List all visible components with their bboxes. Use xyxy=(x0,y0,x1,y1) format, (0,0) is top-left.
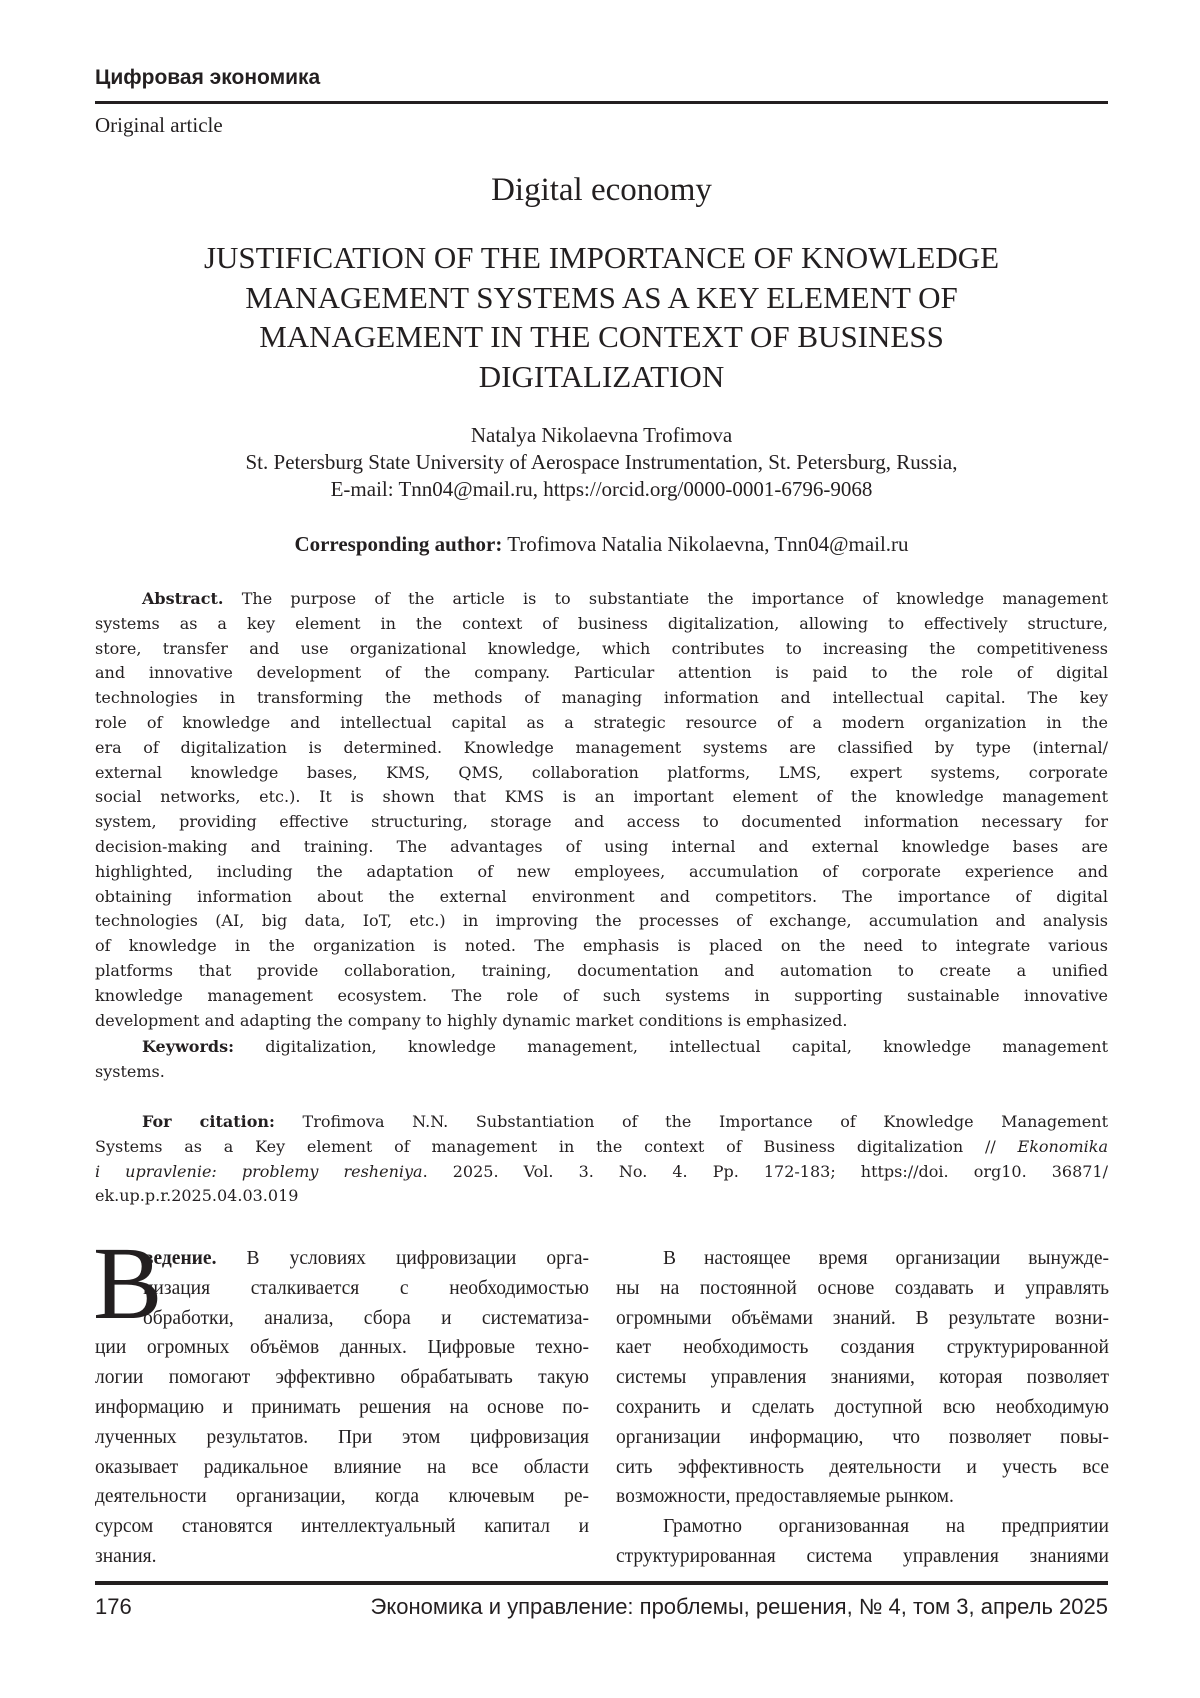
title-line: MANAGEMENT SYSTEMS AS A KEY ELEMENT OF xyxy=(95,278,1108,318)
abstract-line: system, providing effective structuring, storage and access to documented information necessary for xyxy=(95,810,1108,835)
body-line: возможности, предоставляемые рынком. xyxy=(616,1482,1109,1512)
citation xyxy=(95,1110,1108,1209)
abstract-line: of knowledge in the organization is noted. The emphasis is placed on the need to integrate various xyxy=(95,934,1108,959)
corresponding-author xyxy=(95,532,1108,557)
citation-label: For citation: xyxy=(142,1112,275,1131)
body-column-right xyxy=(616,1244,1109,1572)
abstract-line: highlighted, including the adaptation of new employees, accumulation of corporate experience and xyxy=(95,860,1108,885)
keywords-line: systems. xyxy=(95,1060,1108,1085)
citation-text: Systems as a Key element of management in the context of Business digitalization // xyxy=(95,1137,1018,1156)
body-line: логии помогают эффективно обрабатывать такую xyxy=(95,1363,589,1393)
citation-line xyxy=(95,1110,1108,1135)
citation-line xyxy=(95,1160,1108,1185)
body-line: лученных результатов. При этом цифровизация xyxy=(95,1423,589,1453)
body-line xyxy=(95,1244,589,1274)
abstract-line: decision-making and training. The advantages of using internal and external knowledge bases are xyxy=(95,835,1108,860)
footer-rule xyxy=(95,1581,1108,1585)
abstract-line: era of digitalization is determined. Knowledge management systems are classified by type (internal/ xyxy=(95,736,1108,761)
abstract-line: store, transfer and use organizational knowledge, which contributes to increasing the competitiveness xyxy=(95,637,1108,662)
author-affiliation: St. Petersburg State University of Aerospace Instrumentation, St. Petersburg, Russia, xyxy=(95,449,1108,476)
citation-line xyxy=(95,1135,1108,1160)
abstract-line xyxy=(95,587,1108,612)
abstract-text: The purpose of the article is to substantiate the importance of knowledge management xyxy=(224,589,1109,608)
body-line: информацию и принимать решения на основе по- xyxy=(95,1393,589,1423)
body-line: сохранить и сделать доступной всю необходимую xyxy=(616,1393,1109,1423)
drop-cap: В xyxy=(93,1236,162,1332)
body-line: оказывает радикальное влияние на все области xyxy=(95,1453,589,1483)
keywords-label: Keywords: xyxy=(142,1037,234,1056)
body-line: низация сталкивается с необходимостью xyxy=(95,1274,589,1304)
body-column-left xyxy=(95,1244,589,1572)
title-line: MANAGEMENT IN THE CONTEXT OF BUSINESS xyxy=(95,317,1108,357)
abstract-line: systems as a key element in the context of business digitalization, allowing to effectively structure, xyxy=(95,612,1108,637)
article-title xyxy=(95,238,1108,396)
body-text: В условиях цифровизации орга- xyxy=(216,1248,589,1269)
body-line: ны на постоянной основе создавать и управлять xyxy=(616,1274,1109,1304)
author-block xyxy=(95,422,1108,503)
body-line: обработки, анализа, сбора и систематиза- xyxy=(95,1304,589,1334)
abstract-line: and innovative development of the company. Particular attention is paid to the role of digital xyxy=(95,661,1108,686)
abstract-line: role of knowledge and intellectual capital as a strategic resource of a modern organization in the xyxy=(95,711,1108,736)
body-line: организации информацию, что позволяет повы- xyxy=(616,1423,1109,1453)
title-line: DIGITALIZATION xyxy=(95,357,1108,397)
section-title: Digital economy xyxy=(95,172,1108,209)
abstract-line: technologies (AI, big data, IoT, etc.) in improving the processes of exchange, accumulation and analysis xyxy=(95,909,1108,934)
intro-label: ведение. xyxy=(143,1248,216,1269)
journal-name: Ekonomika xyxy=(1018,1137,1108,1156)
running-head: Цифровая экономика xyxy=(95,66,320,90)
author-contacts: E-mail: Tnn04@mail.ru, https://orcid.org/0000-0001-6796-9068 xyxy=(95,476,1108,503)
body-line: Грамотно организованная на предприятии xyxy=(616,1512,1109,1542)
body-line: кает необходимость создания структурированной xyxy=(616,1333,1109,1363)
body-line: знания. xyxy=(95,1542,589,1572)
abstract-line: external knowledge bases, KMS, QMS, collaboration platforms, LMS, expert systems, corporate xyxy=(95,761,1108,786)
abstract-line: knowledge management ecosystem. The role of such systems in supporting sustainable innovative xyxy=(95,984,1108,1009)
body-line: структурированная система управления знаниями xyxy=(616,1542,1109,1572)
keywords xyxy=(95,1035,1108,1085)
body-line: сить эффективность деятельности и учесть все xyxy=(616,1453,1109,1483)
citation-text: Trofimova N.N. Substantiation of the Importance of Knowledge Management xyxy=(275,1112,1108,1131)
citation-text: . 2025. Vol. 3. No. 4. Pp. 172-183; https://doi. org10. 36871/ xyxy=(423,1162,1108,1181)
citation-doi: ek.up.p.r.2025.04.03.019 xyxy=(95,1184,1108,1209)
journal-footer: Экономика и управление: проблемы, решения, № 4, том 3, апрель 2025 xyxy=(371,1594,1108,1620)
article-type: Original article xyxy=(95,113,223,138)
author-name: Natalya Nikolaevna Trofimova xyxy=(95,422,1108,449)
keywords-text: digitalization, knowledge management, intellectual capital, knowledge management xyxy=(234,1037,1108,1056)
abstract-label: Abstract. xyxy=(142,589,224,608)
body-line: сурсом становятся интеллектуальный капитал и xyxy=(95,1512,589,1542)
corresponding-text: Trofimova Natalia Nikolaevna, Tnn04@mail.ru xyxy=(502,532,908,556)
body-line: ции огромных объёмов данных. Цифровые техно- xyxy=(95,1333,589,1363)
abstract-line: obtaining information about the external environment and competitors. The importance of digital xyxy=(95,885,1108,910)
body-line: В настоящее время организации вынужде- xyxy=(616,1244,1109,1274)
keywords-line xyxy=(95,1035,1108,1060)
body-line: деятельности организации, когда ключевым ре- xyxy=(95,1482,589,1512)
abstract-line: development and adapting the company to highly dynamic market conditions is emphasized. xyxy=(95,1009,1108,1034)
abstract-line: social networks, etc.). It is shown that KMS is an important element of the knowledge management xyxy=(95,785,1108,810)
header-rule xyxy=(95,101,1108,104)
abstract-line: technologies in transforming the methods of managing information and intellectual capital. The key xyxy=(95,686,1108,711)
page-number: 176 xyxy=(95,1594,132,1620)
body-line: системы управления знаниями, которая позволяет xyxy=(616,1363,1109,1393)
abstract-line: platforms that provide collaboration, training, documentation and automation to create a unified xyxy=(95,959,1108,984)
body-line: огромными объёмами знаний. В результате возни- xyxy=(616,1304,1109,1334)
title-line: JUSTIFICATION OF THE IMPORTANCE OF KNOWLEDGE xyxy=(95,238,1108,278)
corresponding-label: Corresponding author: xyxy=(294,532,502,556)
journal-name: i upravlenie: problemy resheniya xyxy=(95,1162,423,1181)
abstract xyxy=(95,587,1108,1033)
